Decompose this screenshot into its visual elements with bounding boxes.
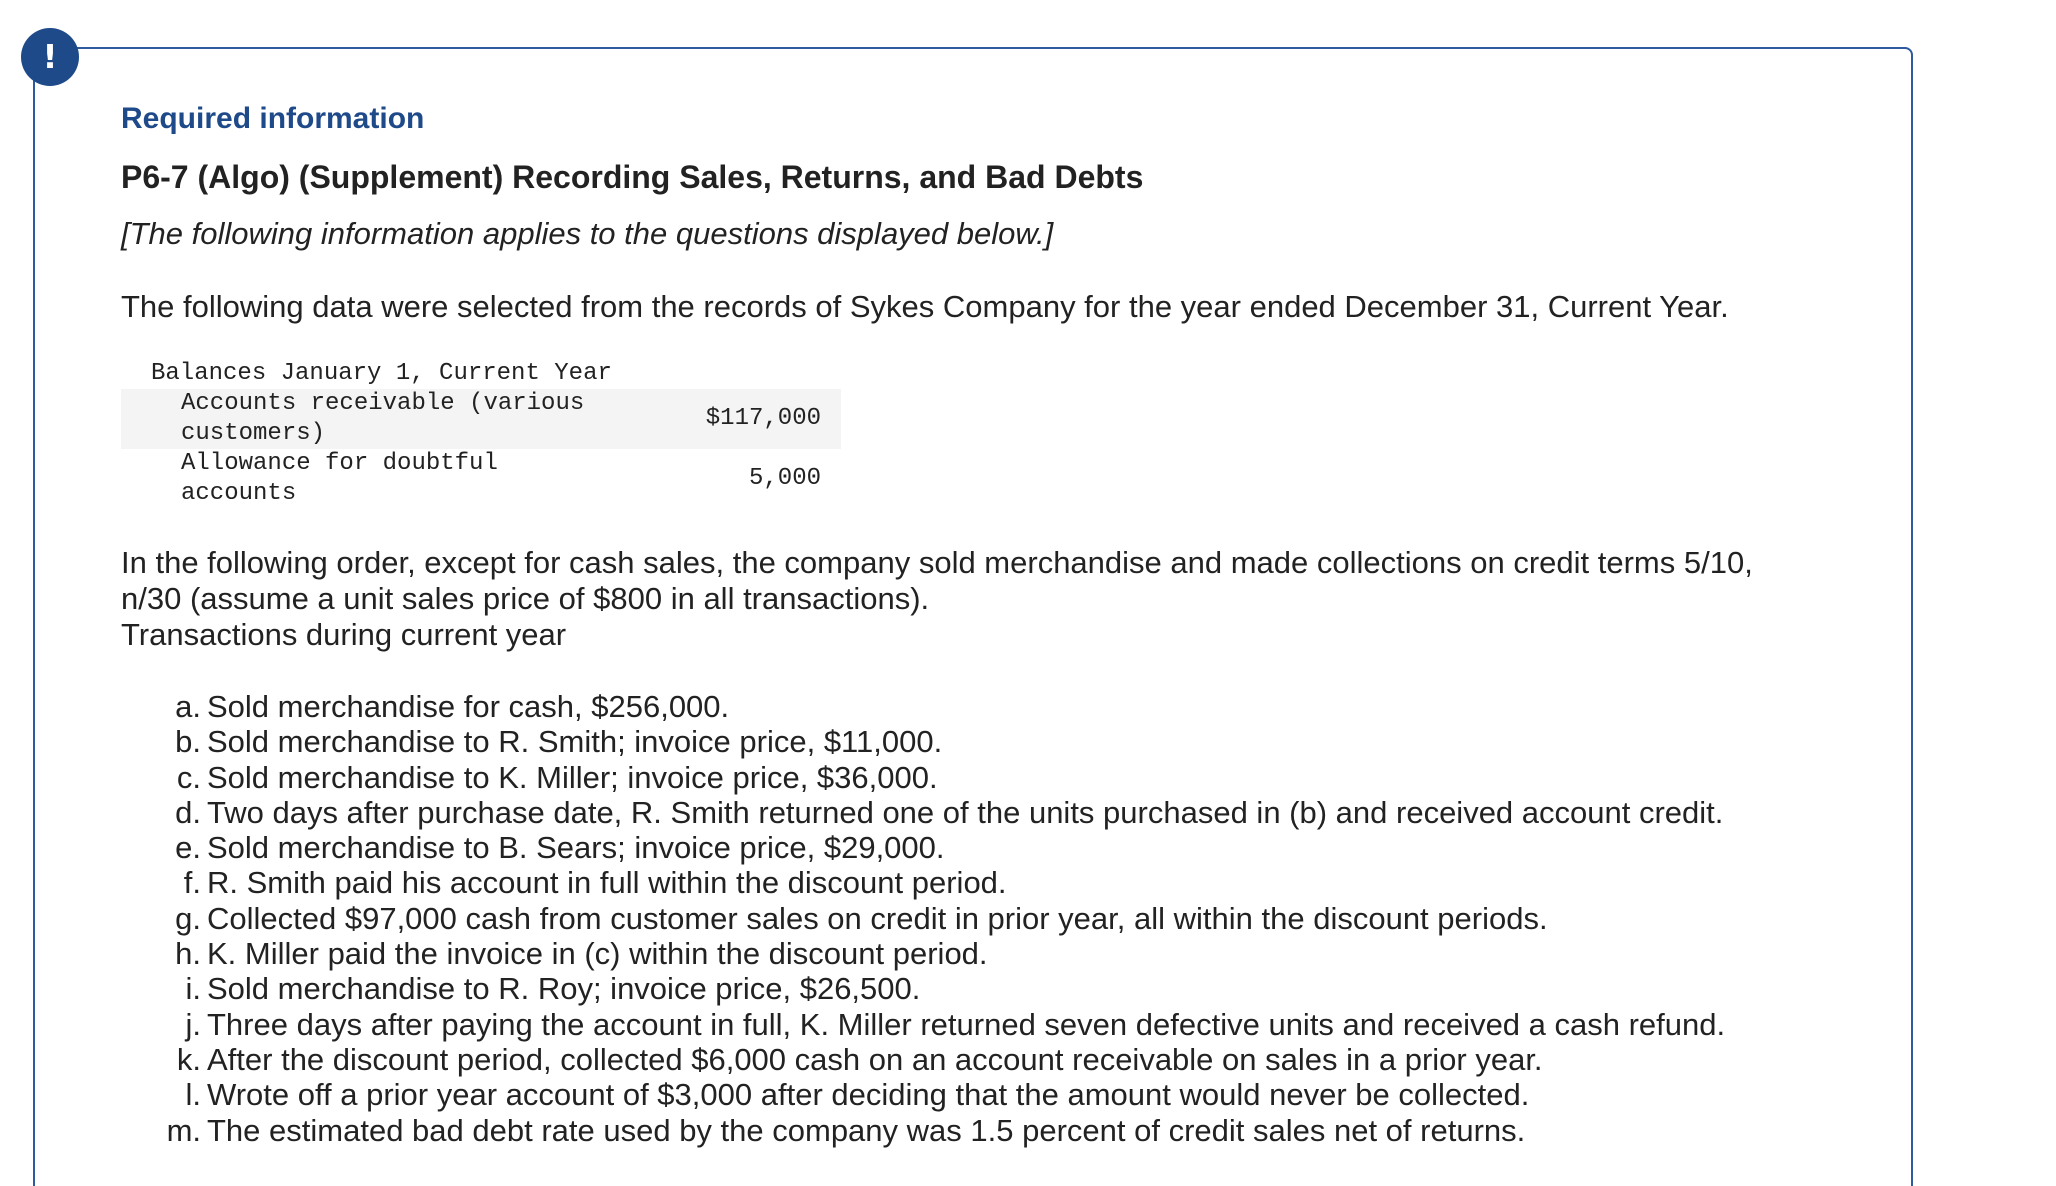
transaction-text: R. Smith paid his account in full within the discount period.	[207, 865, 1007, 901]
transaction-text: Collected $97,000 cash from customer sales on credit in prior year, all within the discount periods.	[207, 900, 1548, 936]
balances-heading-row	[121, 359, 841, 389]
transaction-letter: c.	[176, 759, 201, 795]
transaction-letter: e.	[175, 830, 201, 866]
transaction-letter: f.	[183, 865, 201, 901]
intro-note: [The following information applies to the questions displayed below.]	[121, 216, 1054, 251]
transaction-text: After the discount period, collected $6,000 cash on an account receivable on sales in a prior year.	[207, 1041, 1543, 1077]
list-item	[121, 971, 1821, 1006]
transaction-letter: b.	[175, 724, 201, 760]
transaction-letter: l.	[185, 1077, 201, 1113]
transaction-letter: g.	[175, 900, 201, 936]
transaction-letter: a.	[175, 689, 201, 724]
transaction-text: Sold merchandise to R. Smith; invoice price, $11,000.	[207, 724, 943, 760]
transaction-text: Sold merchandise to R. Roy; invoice price, $26,500.	[207, 971, 921, 1007]
required-info-heading: Required information	[121, 102, 425, 135]
transaction-letter: h.	[175, 936, 201, 972]
list-item	[121, 724, 1821, 759]
list-item	[121, 1113, 1821, 1148]
required-information-card	[33, 47, 1913, 1186]
list-item	[121, 1042, 1821, 1077]
balances-table	[121, 359, 841, 509]
transaction-letter: j.	[185, 1006, 201, 1042]
transaction-text: K. Miller paid the invoice in (c) within the discount period.	[207, 936, 988, 972]
transaction-text: Wrote off a prior year account of $3,000 after deciding that the amount would never be collected.	[207, 1077, 1530, 1113]
list-item	[121, 865, 1821, 900]
transaction-text: Three days after paying the account in full, K. Miller returned seven defective units and received a cash refund.	[207, 1006, 1726, 1042]
transaction-letter: d.	[175, 794, 201, 830]
list-item	[121, 689, 1821, 724]
transactions-list	[121, 689, 1821, 1148]
order-intro-paragraph	[121, 545, 1821, 653]
balance-label: Accounts receivable (various customers)	[121, 389, 641, 449]
balance-value: 5,000	[748, 465, 821, 492]
transaction-text: The estimated bad debt rate used by the company was 1.5 percent of credit sales net of returns.	[207, 1112, 1526, 1148]
list-item	[121, 936, 1821, 971]
transaction-text: Sold merchandise to K. Miller; invoice price, $36,000.	[207, 759, 938, 795]
list-item	[121, 760, 1821, 795]
transaction-letter: i.	[185, 971, 201, 1007]
list-item	[121, 830, 1821, 865]
problem-title: P6-7 (Algo) (Supplement) Recording Sales, Returns, and Bad Debts	[121, 159, 1144, 195]
exclamation-icon: !	[22, 29, 78, 85]
table-row	[121, 389, 841, 449]
transaction-text: Sold merchandise for cash, $256,000.	[207, 689, 730, 724]
balances-heading: Balances January 1, Current Year	[151, 360, 612, 387]
list-item	[121, 1077, 1821, 1112]
transaction-letter: k.	[176, 1041, 201, 1077]
transaction-text: Sold merchandise to B. Sears; invoice price, $29,000.	[207, 830, 945, 866]
data-intro-paragraph: The following data were selected from the records of Sykes Company for the year ended December 31, Current Year.	[121, 289, 1729, 324]
transactions-heading: Transactions during current year	[121, 617, 567, 652]
list-item	[121, 901, 1821, 936]
list-item	[121, 795, 1821, 830]
list-item	[121, 1007, 1821, 1042]
card-content	[121, 99, 1821, 1148]
balance-label: Allowance for doubtful accounts	[181, 450, 498, 507]
table-row	[121, 449, 841, 509]
order-intro-text: In the following order, except for cash sales, the company sold merchandise and made collections on credit terms 5/10, n/30 (assume a unit sales price of $800 in all transactions).	[121, 545, 1753, 616]
transaction-text: Two days after purchase date, R. Smith returned one of the units purchased in (b) and received account credit.	[207, 794, 1724, 830]
transaction-letter: m.	[166, 1112, 201, 1148]
balance-value: $117,000	[641, 389, 841, 449]
